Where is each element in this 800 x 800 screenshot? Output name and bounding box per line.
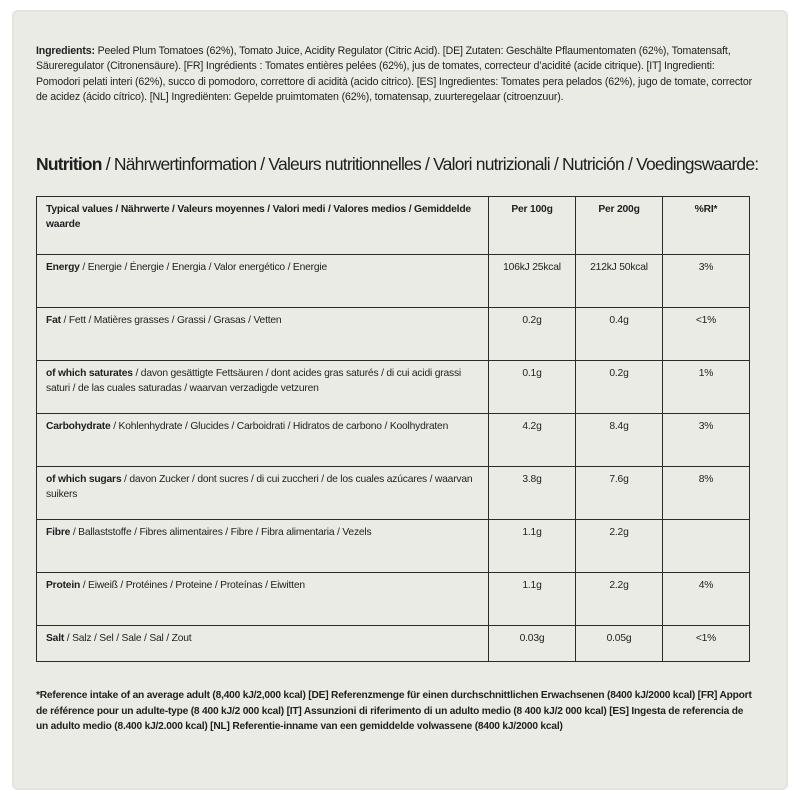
cell-per-200g: 7.6g <box>576 467 663 520</box>
nutrient-translations: / Fett / Matières grasses / Grassi / Grasas / Vetten <box>60 315 282 326</box>
cell-per-100g: 4.2g <box>489 414 576 467</box>
row-label <box>37 414 489 467</box>
cell-per-200g: 2.2g <box>576 573 663 626</box>
cell-per-100g: 3.8g <box>489 467 576 520</box>
row-label <box>37 467 489 520</box>
nutrient-name: Salt <box>46 633 65 644</box>
ingredients-body: Peeled Plum Tomatoes (62%), Tomato Juice, Acidity Regulator (Citric Acid). [DE] Zutaten: Geschälte Pflaumentomaten (62%), Tomatensaft, Säureregulator (Citronensäure). [FR] Ingrédients : Tomates entières pelées (62%), jus de tomates, correcteur d’acidité (acide citrique). [IT] Ingredienti: Pomodori pelati interi (62%), succo di pomodoro, correttore di acidità (acido citrico). [ES] Ingredientes: Tomates pera pelados (62%), jugo de tomate, corrector de acidez (ácido cítrico). [NL] Ingrediënten: Gepelde pruimtomaten (62%), tomatensap, zuurteregelaar (citroenzuur). <box>36 45 752 104</box>
nutrient-translations: / Energie / Énergie / Energia / Valor energético / Energie <box>79 262 328 273</box>
nutrient-name: Carbohydrate <box>46 421 111 432</box>
cell-ri: <1% <box>663 626 750 662</box>
table-row <box>37 626 750 662</box>
header-typical-values: Typical values / Nährwerte / Valeurs moyennes / Valori medi / Valores medios / Gemiddelde waarde <box>37 197 489 255</box>
header-per-200g: Per 200g <box>576 197 663 255</box>
row-label <box>37 573 489 626</box>
nutrient-translations: / Ballaststoffe / Fibres alimentaires / Fibre / Fibra alimentaria / Vezels <box>70 527 372 538</box>
row-label <box>37 308 489 361</box>
cell-per-200g: 2.2g <box>576 520 663 573</box>
cell-ri <box>663 520 750 573</box>
nutrition-title-bold: Nutrition <box>36 154 102 174</box>
cell-per-200g: 212kJ 50kcal <box>576 255 663 308</box>
nutrient-translations: / Kohlenhydrate / Glucides / Carboidrati / Hidratos de carbono / Koolhydraten <box>110 421 449 432</box>
reference-intake-footnote: *Reference intake of an average adult (8,400 kJ/2,000 kcal) [DE] Referenzmenge für einen durchschnittlichen Erwachsenen (8400 kJ/2000 kcal) [FR] Apport de référence pour un adulte-type (8 400 kJ/2 000 kcal) [IT] Assunzioni di riferimento di un adulto medio (8 400 kJ/2 000 kcal) [ES] Ingesta de referencia de un adulto medio (8.400 kJ/2.000 kcal) [NL] Referentie-inname van een gemiddelde volwassene (8400 kJ/2000 kcal) <box>36 690 752 732</box>
nutrient-name: Energy <box>46 262 80 273</box>
header-per-100g: Per 100g <box>489 197 576 255</box>
cell-ri: 3% <box>663 414 750 467</box>
cell-per-100g: 1.1g <box>489 520 576 573</box>
cell-ri: 1% <box>663 361 750 414</box>
header-ri: %RI* <box>663 197 750 255</box>
nutrient-translations: / Eiweiß / Protéines / Proteine / Proteínas / Eiwitten <box>80 580 305 591</box>
row-label <box>37 255 489 308</box>
cell-ri: 8% <box>663 467 750 520</box>
row-label <box>37 626 489 662</box>
ingredients-heading: Ingredients: <box>36 45 95 57</box>
table-row <box>37 308 750 361</box>
cell-per-100g: 1.1g <box>489 573 576 626</box>
ingredients-text <box>36 44 756 106</box>
cell-per-200g: 0.4g <box>576 308 663 361</box>
cell-per-100g: 0.03g <box>489 626 576 662</box>
cell-per-200g: 0.05g <box>576 626 663 662</box>
table-header-row <box>37 197 750 255</box>
table-row <box>37 255 750 308</box>
table-row <box>37 414 750 467</box>
nutrient-name: of which sugars <box>46 474 122 485</box>
nutrient-name: Fibre <box>46 527 71 538</box>
nutrition-table <box>36 196 750 662</box>
table-row <box>37 467 750 520</box>
nutrient-translations: / davon Zucker / dont sucres / di cui zuccheri / de los cuales azúcares / waarvan suikers <box>46 474 473 500</box>
row-label <box>37 520 489 573</box>
nutrition-title <box>36 154 776 175</box>
nutrient-name: Protein <box>46 580 81 591</box>
cell-per-100g: 106kJ 25kcal <box>489 255 576 308</box>
cell-ri: <1% <box>663 308 750 361</box>
table-row <box>37 361 750 414</box>
cell-per-200g: 0.2g <box>576 361 663 414</box>
nutrient-translations: / Salz / Sel / Sale / Sal / Zout <box>64 633 192 644</box>
nutrient-name: Fat <box>46 315 61 326</box>
table-row <box>37 573 750 626</box>
cell-per-100g: 0.1g <box>489 361 576 414</box>
row-label <box>37 361 489 414</box>
cell-per-100g: 0.2g <box>489 308 576 361</box>
cell-ri: 4% <box>663 573 750 626</box>
nutrient-name: of which saturates <box>46 368 133 379</box>
cell-per-200g: 8.4g <box>576 414 663 467</box>
cell-ri: 3% <box>663 255 750 308</box>
table-row <box>37 520 750 573</box>
nutrient-translations: / davon gesättigte Fettsäuren / dont acides gras saturés / di cui acidi grassi saturi / de las cuales saturadas / waarvan verzadigde vetzuren <box>46 368 461 394</box>
nutrition-title-rest: / Nährwertinformation / Valeurs nutritionnelles / Valori nutrizionali / Nutrición / Voedingswaarde: <box>101 154 759 174</box>
